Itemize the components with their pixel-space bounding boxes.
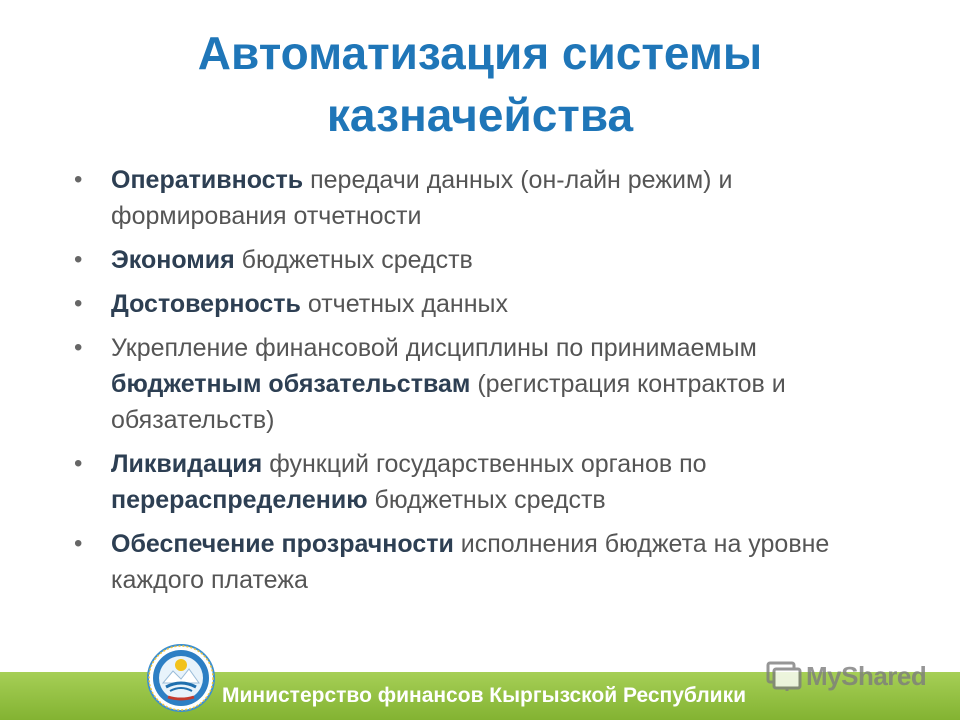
bullet-bold-text: перераспределению [111, 486, 368, 514]
kyrgyz-state-emblem-icon [146, 643, 216, 713]
bullet-text: (регистрация контрактов и обязательств) [111, 370, 786, 434]
bullet-item [74, 286, 904, 322]
bullet-bold-text: Экономия [111, 246, 235, 274]
bullet-text: Укрепление финансовой дисциплины по принимаемым [111, 334, 757, 362]
bullet-dot-icon: • [74, 334, 83, 361]
watermark [766, 656, 926, 696]
bullet-text: отчетных данных [300, 290, 509, 318]
bullet-dot-icon: • [74, 530, 83, 557]
footer-ministry-text: Министерство финансов Кыргызской Республики [222, 684, 747, 707]
bullet-dot-icon: • [74, 450, 83, 477]
bullet-text: бюджетных средств [234, 246, 473, 274]
bullet-text: бюджетных средств [367, 486, 606, 514]
bullet-dot-icon: • [74, 166, 83, 193]
slide-title-line-1: Автоматизация системы [197, 27, 763, 79]
bullet-item [74, 446, 904, 518]
bullet-text: функций государственных органов по [262, 450, 707, 478]
bullet-bold-text: Достоверность [111, 290, 301, 318]
slide-title-line-2: казначейства [326, 89, 634, 141]
bullet-dot-icon: • [74, 290, 83, 317]
watermark-text: MyShared [806, 660, 927, 691]
slide-title [0, 22, 960, 146]
bullet-item [74, 330, 904, 438]
bullet-item [74, 526, 904, 598]
bullet-text: исполнения бюджета на уровне каждого платежа [111, 530, 830, 594]
presentation-screen-icon [766, 660, 802, 692]
bullet-item [74, 242, 904, 278]
bullet-bold-text: Обеспечение прозрачности [111, 530, 454, 558]
bullet-bold-text: Ликвидация [111, 450, 263, 478]
bullet-text: передачи данных (он-лайн режим) и формирования отчетности [111, 166, 733, 230]
bullet-item [74, 162, 904, 234]
bullet-bold-text: бюджетным обязательствам [111, 370, 471, 398]
bullet-list [74, 162, 904, 606]
bullet-bold-text: Оперативность [111, 166, 304, 194]
bullet-dot-icon: • [74, 246, 83, 273]
